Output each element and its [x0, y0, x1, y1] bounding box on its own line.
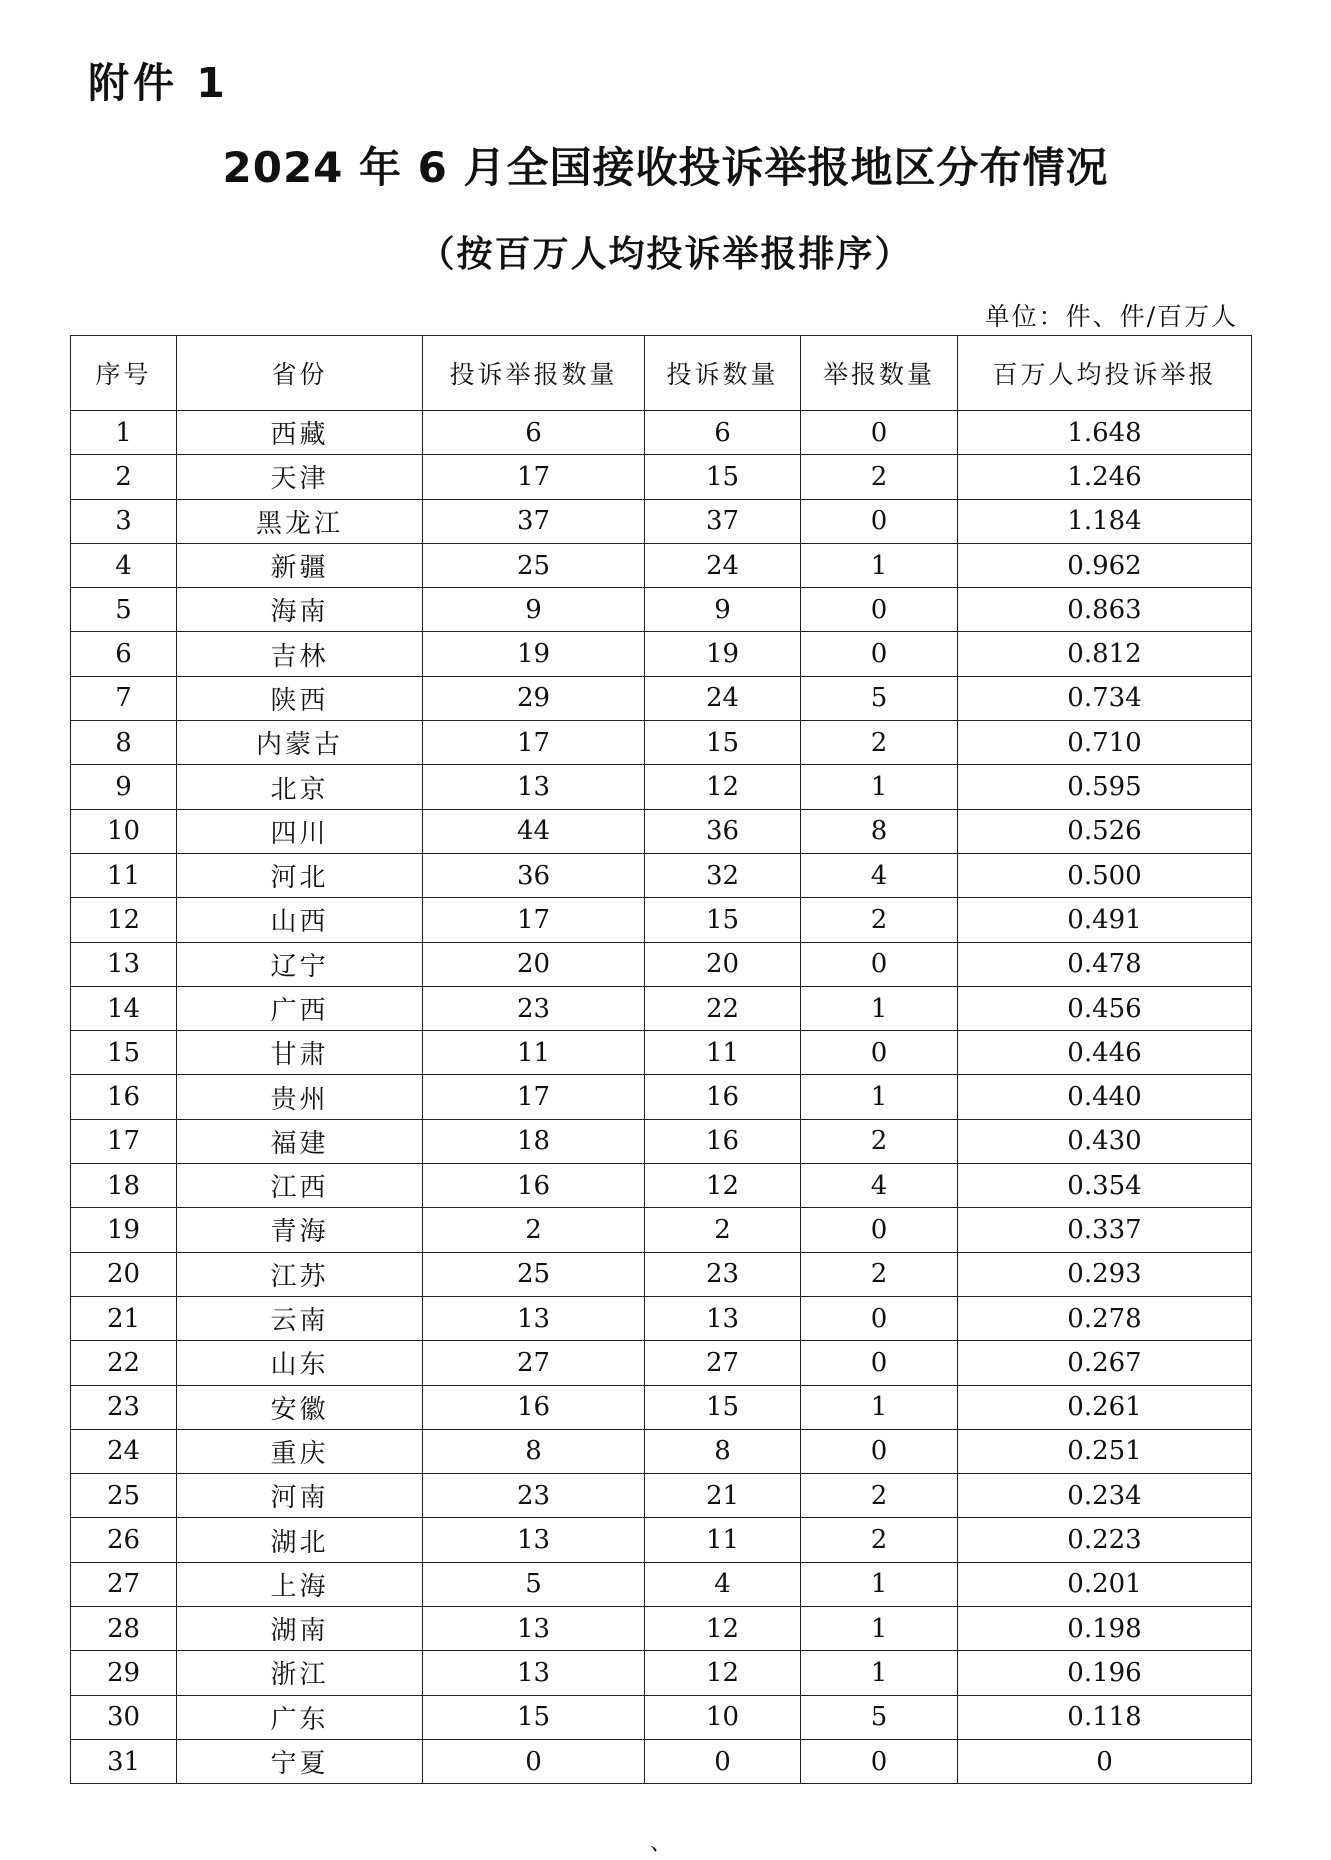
cell-total-count: 13 [423, 1651, 645, 1695]
cell-report-count: 0 [801, 1208, 958, 1252]
cell-complaint-count: 2 [645, 1208, 801, 1252]
cell-province: 广东 [177, 1695, 423, 1739]
cell-per-million: 0.734 [958, 676, 1252, 720]
table-row [71, 898, 1252, 942]
cell-report-count: 0 [801, 942, 958, 986]
cell-index: 23 [71, 1385, 177, 1429]
cell-index: 19 [71, 1208, 177, 1252]
cell-total-count: 6 [423, 411, 645, 455]
cell-complaint-count: 19 [645, 632, 801, 676]
cell-total-count: 0 [423, 1739, 645, 1783]
table-row [71, 1562, 1252, 1606]
cell-province: 四川 [177, 809, 423, 853]
cell-province: 广西 [177, 986, 423, 1030]
table-row [71, 1208, 1252, 1252]
table-row [71, 1695, 1252, 1739]
table-row [71, 1607, 1252, 1651]
cell-complaint-count: 24 [645, 543, 801, 587]
header-per-million: 百万人均投诉举报 [958, 336, 1252, 411]
cell-complaint-count: 12 [645, 1607, 801, 1651]
cell-per-million: 0.478 [958, 942, 1252, 986]
cell-province: 安徽 [177, 1385, 423, 1429]
cell-complaint-count: 4 [645, 1562, 801, 1606]
cell-report-count: 0 [801, 1296, 958, 1340]
header-index: 序号 [71, 336, 177, 411]
cell-index: 26 [71, 1518, 177, 1562]
table-row [71, 1075, 1252, 1119]
header-province: 省份 [177, 336, 423, 411]
table-row [71, 499, 1252, 543]
cell-complaint-count: 16 [645, 1075, 801, 1119]
table-row [71, 1119, 1252, 1163]
cell-complaint-count: 0 [645, 1739, 801, 1783]
cell-report-count: 0 [801, 632, 958, 676]
cell-index: 30 [71, 1695, 177, 1739]
cell-total-count: 2 [423, 1208, 645, 1252]
cell-province: 江西 [177, 1164, 423, 1208]
cell-total-count: 17 [423, 455, 645, 499]
cell-total-count: 20 [423, 942, 645, 986]
unit-note: 单位：件、件/百万人 [984, 302, 1238, 331]
cell-total-count: 13 [423, 1607, 645, 1651]
table-body [71, 411, 1252, 1784]
cell-index: 5 [71, 588, 177, 632]
table-row [71, 1739, 1252, 1783]
cell-report-count: 2 [801, 898, 958, 942]
table-row [71, 1385, 1252, 1429]
cell-index: 29 [71, 1651, 177, 1695]
cell-complaint-count: 16 [645, 1119, 801, 1163]
cell-complaint-count: 15 [645, 455, 801, 499]
header-total-count: 投诉举报数量 [423, 336, 645, 411]
page-subtitle: （按百万人均投诉举报排序） [418, 234, 913, 275]
cell-report-count: 2 [801, 1252, 958, 1296]
cell-report-count: 0 [801, 499, 958, 543]
cell-per-million: 0.491 [958, 898, 1252, 942]
cell-per-million: 0 [958, 1739, 1252, 1783]
cell-per-million: 0.526 [958, 809, 1252, 853]
table-row [71, 942, 1252, 986]
cell-total-count: 19 [423, 632, 645, 676]
cell-total-count: 25 [423, 543, 645, 587]
cell-index: 6 [71, 632, 177, 676]
cell-province: 辽宁 [177, 942, 423, 986]
cell-report-count: 0 [801, 588, 958, 632]
cell-index: 21 [71, 1296, 177, 1340]
cell-total-count: 8 [423, 1429, 645, 1473]
cell-index: 25 [71, 1474, 177, 1518]
cell-total-count: 15 [423, 1695, 645, 1739]
cell-complaint-count: 32 [645, 853, 801, 897]
cell-per-million: 0.595 [958, 765, 1252, 809]
cell-report-count: 0 [801, 1429, 958, 1473]
cell-index: 9 [71, 765, 177, 809]
cell-index: 24 [71, 1429, 177, 1473]
cell-total-count: 13 [423, 1296, 645, 1340]
cell-province: 福建 [177, 1119, 423, 1163]
cell-index: 1 [71, 411, 177, 455]
cell-complaint-count: 11 [645, 1518, 801, 1562]
cell-index: 2 [71, 455, 177, 499]
table-row [71, 1164, 1252, 1208]
cell-report-count: 8 [801, 809, 958, 853]
cell-complaint-count: 23 [645, 1252, 801, 1296]
cell-index: 3 [71, 499, 177, 543]
cell-report-count: 1 [801, 765, 958, 809]
table-row [71, 1429, 1252, 1473]
cell-total-count: 17 [423, 1075, 645, 1119]
cell-complaint-count: 24 [645, 676, 801, 720]
table-row [71, 632, 1252, 676]
cell-province: 贵州 [177, 1075, 423, 1119]
cell-index: 13 [71, 942, 177, 986]
cell-complaint-count: 27 [645, 1341, 801, 1385]
cell-total-count: 36 [423, 853, 645, 897]
table-row [71, 853, 1252, 897]
table-row [71, 676, 1252, 720]
cell-index: 31 [71, 1739, 177, 1783]
cell-complaint-count: 21 [645, 1474, 801, 1518]
cell-province: 湖南 [177, 1607, 423, 1651]
cell-index: 17 [71, 1119, 177, 1163]
cell-province: 上海 [177, 1562, 423, 1606]
cell-total-count: 37 [423, 499, 645, 543]
cell-index: 22 [71, 1341, 177, 1385]
cell-report-count: 1 [801, 1651, 958, 1695]
table-row [71, 1474, 1252, 1518]
cell-province: 黑龙江 [177, 499, 423, 543]
cell-total-count: 13 [423, 1518, 645, 1562]
cell-report-count: 1 [801, 543, 958, 587]
cell-province: 河北 [177, 853, 423, 897]
cell-total-count: 5 [423, 1562, 645, 1606]
cell-complaint-count: 36 [645, 809, 801, 853]
cell-per-million: 0.267 [958, 1341, 1252, 1385]
cell-per-million: 0.234 [958, 1474, 1252, 1518]
cell-per-million: 0.201 [958, 1562, 1252, 1606]
cell-report-count: 5 [801, 1695, 958, 1739]
cell-per-million: 0.293 [958, 1252, 1252, 1296]
cell-report-count: 1 [801, 1607, 958, 1651]
cell-complaint-count: 15 [645, 1385, 801, 1429]
attachment-label: 附件 1 [88, 59, 229, 107]
cell-per-million: 1.246 [958, 455, 1252, 499]
cell-per-million: 0.337 [958, 1208, 1252, 1252]
cell-province: 陕西 [177, 676, 423, 720]
cell-total-count: 27 [423, 1341, 645, 1385]
cell-report-count: 1 [801, 1075, 958, 1119]
cell-complaint-count: 13 [645, 1296, 801, 1340]
cell-per-million: 0.446 [958, 1031, 1252, 1075]
table-row [71, 588, 1252, 632]
cell-total-count: 44 [423, 809, 645, 853]
cell-index: 18 [71, 1164, 177, 1208]
table-row [71, 721, 1252, 765]
cell-index: 8 [71, 721, 177, 765]
cell-total-count: 16 [423, 1385, 645, 1429]
cell-complaint-count: 9 [645, 588, 801, 632]
cell-total-count: 13 [423, 765, 645, 809]
table-row [71, 809, 1252, 853]
cell-per-million: 0.354 [958, 1164, 1252, 1208]
header-row [71, 336, 1252, 411]
cell-total-count: 11 [423, 1031, 645, 1075]
table-row [71, 986, 1252, 1030]
cell-report-count: 2 [801, 455, 958, 499]
cell-province: 天津 [177, 455, 423, 499]
cell-per-million: 0.261 [958, 1385, 1252, 1429]
cell-per-million: 0.456 [958, 986, 1252, 1030]
cell-complaint-count: 12 [645, 1651, 801, 1695]
cell-per-million: 0.962 [958, 543, 1252, 587]
footer-mark: 、 [650, 1831, 673, 1856]
cell-total-count: 18 [423, 1119, 645, 1163]
cell-index: 7 [71, 676, 177, 720]
cell-total-count: 29 [423, 676, 645, 720]
cell-per-million: 0.863 [958, 588, 1252, 632]
cell-per-million: 0.196 [958, 1651, 1252, 1695]
cell-index: 16 [71, 1075, 177, 1119]
cell-total-count: 25 [423, 1252, 645, 1296]
cell-index: 20 [71, 1252, 177, 1296]
cell-province: 宁夏 [177, 1739, 423, 1783]
cell-per-million: 0.440 [958, 1075, 1252, 1119]
table-header [71, 336, 1252, 411]
table-row [71, 1031, 1252, 1075]
cell-province: 湖北 [177, 1518, 423, 1562]
cell-complaint-count: 37 [645, 499, 801, 543]
cell-province: 山东 [177, 1341, 423, 1385]
cell-per-million: 0.198 [958, 1607, 1252, 1651]
cell-total-count: 23 [423, 986, 645, 1030]
cell-total-count: 16 [423, 1164, 645, 1208]
distribution-table [70, 335, 1252, 1784]
cell-province: 江苏 [177, 1252, 423, 1296]
table-row [71, 455, 1252, 499]
header-complaint-count: 投诉数量 [645, 336, 801, 411]
cell-complaint-count: 10 [645, 1695, 801, 1739]
cell-per-million: 0.500 [958, 853, 1252, 897]
cell-index: 28 [71, 1607, 177, 1651]
cell-report-count: 1 [801, 1385, 958, 1429]
cell-per-million: 0.278 [958, 1296, 1252, 1340]
cell-province: 青海 [177, 1208, 423, 1252]
header-report-count: 举报数量 [801, 336, 958, 411]
cell-province: 河南 [177, 1474, 423, 1518]
cell-province: 吉林 [177, 632, 423, 676]
cell-complaint-count: 12 [645, 765, 801, 809]
cell-index: 27 [71, 1562, 177, 1606]
cell-index: 4 [71, 543, 177, 587]
table-row [71, 1651, 1252, 1695]
table-row [71, 543, 1252, 587]
cell-per-million: 0.430 [958, 1119, 1252, 1163]
cell-index: 14 [71, 986, 177, 1030]
cell-province: 北京 [177, 765, 423, 809]
cell-province: 海南 [177, 588, 423, 632]
cell-index: 12 [71, 898, 177, 942]
cell-report-count: 2 [801, 1474, 958, 1518]
cell-province: 云南 [177, 1296, 423, 1340]
cell-index: 11 [71, 853, 177, 897]
cell-per-million: 1.184 [958, 499, 1252, 543]
cell-report-count: 5 [801, 676, 958, 720]
table-row [71, 411, 1252, 455]
cell-per-million: 0.251 [958, 1429, 1252, 1473]
cell-province: 内蒙古 [177, 721, 423, 765]
cell-complaint-count: 8 [645, 1429, 801, 1473]
cell-report-count: 0 [801, 411, 958, 455]
cell-report-count: 1 [801, 986, 958, 1030]
cell-per-million: 0.710 [958, 721, 1252, 765]
cell-province: 重庆 [177, 1429, 423, 1473]
cell-province: 新疆 [177, 543, 423, 587]
cell-report-count: 4 [801, 1164, 958, 1208]
cell-report-count: 2 [801, 1518, 958, 1562]
cell-complaint-count: 11 [645, 1031, 801, 1075]
cell-total-count: 17 [423, 721, 645, 765]
cell-complaint-count: 20 [645, 942, 801, 986]
page-title: 2024 年 6 月全国接收投诉举报地区分布情况 [222, 143, 1109, 192]
cell-province: 西藏 [177, 411, 423, 455]
table-row [71, 765, 1252, 809]
cell-per-million: 1.648 [958, 411, 1252, 455]
cell-complaint-count: 6 [645, 411, 801, 455]
cell-per-million: 0.118 [958, 1695, 1252, 1739]
table-row [71, 1252, 1252, 1296]
cell-province: 山西 [177, 898, 423, 942]
cell-report-count: 2 [801, 1119, 958, 1163]
table-row [71, 1341, 1252, 1385]
cell-complaint-count: 15 [645, 721, 801, 765]
cell-report-count: 4 [801, 853, 958, 897]
cell-index: 10 [71, 809, 177, 853]
cell-total-count: 17 [423, 898, 645, 942]
table-row [71, 1518, 1252, 1562]
cell-complaint-count: 22 [645, 986, 801, 1030]
cell-province: 浙江 [177, 1651, 423, 1695]
cell-per-million: 0.223 [958, 1518, 1252, 1562]
cell-province: 甘肃 [177, 1031, 423, 1075]
cell-total-count: 23 [423, 1474, 645, 1518]
table-row [71, 1296, 1252, 1340]
cell-report-count: 2 [801, 721, 958, 765]
cell-index: 15 [71, 1031, 177, 1075]
cell-report-count: 0 [801, 1739, 958, 1783]
cell-complaint-count: 15 [645, 898, 801, 942]
cell-complaint-count: 12 [645, 1164, 801, 1208]
cell-report-count: 0 [801, 1341, 958, 1385]
cell-report-count: 0 [801, 1031, 958, 1075]
cell-total-count: 9 [423, 588, 645, 632]
cell-per-million: 0.812 [958, 632, 1252, 676]
cell-report-count: 1 [801, 1562, 958, 1606]
